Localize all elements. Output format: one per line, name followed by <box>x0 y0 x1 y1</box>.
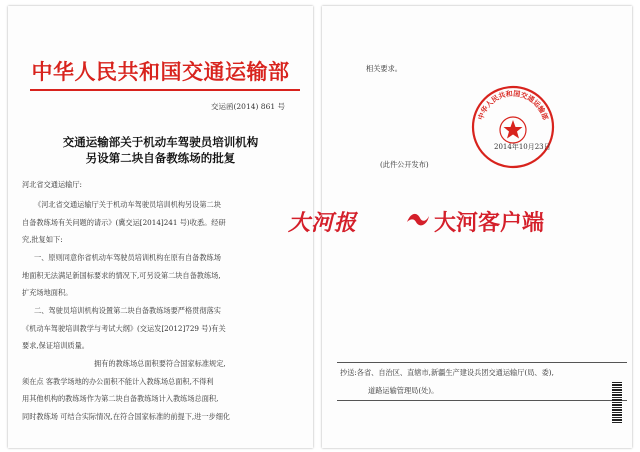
watermark-brand-right: 大河客户端 <box>434 211 545 236</box>
cc-divider-top <box>337 362 627 363</box>
official-seal-icon <box>470 84 556 170</box>
body-line: 扩充场地面积。 <box>22 288 73 297</box>
document-title-line-1: 交通运输部关于机动车驾驶员培训机构 <box>62 135 259 149</box>
svg-text:中华人民共和国交通运输部 <box>476 89 550 121</box>
body-line: 用其他机构的教练场作为第二块自备教练场计入教练场总面积, <box>22 394 219 403</box>
body-line: 要求,保证培训质量。 <box>22 341 89 350</box>
body-line: 自备教练场有关问题的请示》(冀交运[2014]241 号)收悉。经研 <box>22 218 226 227</box>
masthead-red-rule <box>30 89 300 91</box>
body-line: 同时教练场 可结合实际情况,在符合国家标准的前提下,进一步细化 <box>22 412 231 421</box>
body-line: 须在点 客教学场地的办公面积不能计入教练场总面积,不得利 <box>22 377 214 386</box>
cc-line-1: 抄送:各省、自治区、直辖市,新疆生产建设兵团交通运输厅(局、委), <box>340 368 554 377</box>
watermark-wave-logo-icon <box>405 208 431 230</box>
publication-note: (此件公开发布) <box>380 160 429 169</box>
document-number: 交运函(2014) 861 号 <box>210 102 285 111</box>
issuer-masthead: 中华人民共和国交通运输部 <box>31 60 290 84</box>
cc-line-2: 道路运输管理局(处)。 <box>368 386 439 395</box>
barcode-strip <box>612 382 622 424</box>
body-line: 河北省交通运输厅: <box>22 180 82 189</box>
seal-text: 中华人民共和国交通运输部 <box>476 89 550 122</box>
document-title-line-2: 另设第二块自备教练场的批复 <box>85 151 236 165</box>
continued-text: 相关要求。 <box>366 64 402 73</box>
body-line: 一、原则同意你省机动车驾驶员培训机构在原有自备教练场 <box>34 253 221 262</box>
cc-divider-bottom <box>337 400 627 401</box>
body-line: 究,批复如下: <box>22 235 63 244</box>
body-line: 《机动车驾驶培训教学与考试大纲》(交运发[2012]729 号)有关 <box>22 324 226 333</box>
body-line: 二、驾驶员培训机构设置第二块自备教练场要严格贯彻落实 <box>34 306 221 315</box>
watermark-brand-left: 大河报 <box>288 211 358 236</box>
body-line: 拥有的教练场总面积要符合国家标准规定, <box>94 359 226 368</box>
signature-date: 2014年10月23日 <box>494 143 551 151</box>
document-page-left <box>8 6 313 448</box>
body-line: 地面积无法满足新国标要求的情况下,可另设第二块自备教练场, <box>22 271 221 280</box>
body-line: 《河北省交通运输厅关于机动车驾驶员培训机构另设第二块 <box>34 200 221 209</box>
